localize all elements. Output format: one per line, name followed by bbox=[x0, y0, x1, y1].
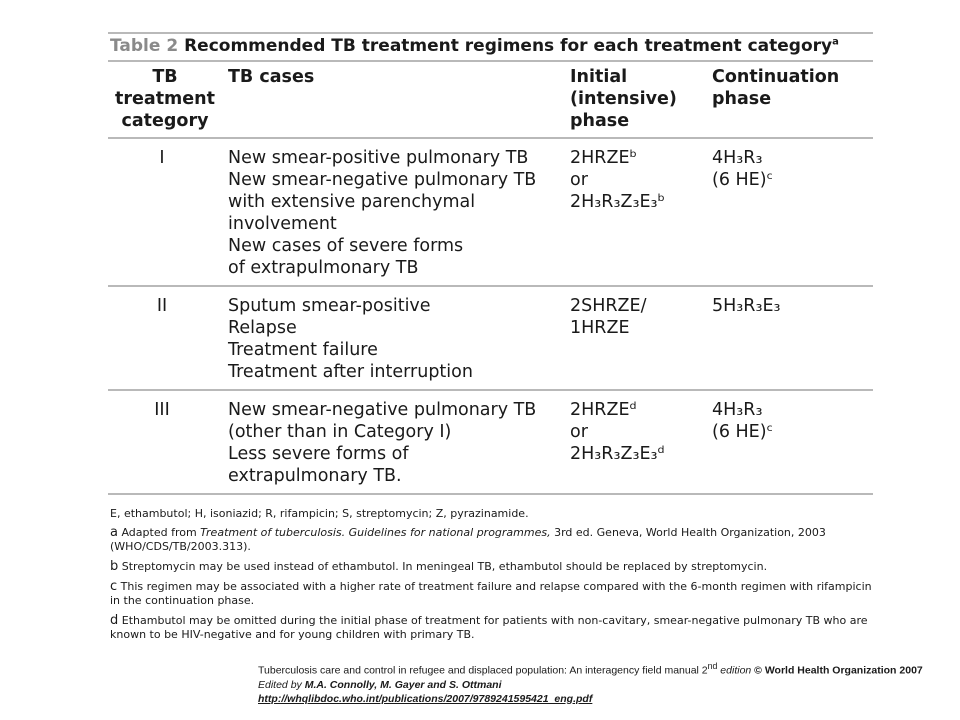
header-line: category bbox=[121, 111, 209, 131]
footnote-a-italic: Treatment of tuberculosis. Guidelines for national programmes, bbox=[200, 526, 551, 539]
initial-line: or bbox=[570, 422, 588, 442]
cell-category bbox=[108, 286, 222, 390]
cases-line: Treatment after interruption bbox=[228, 362, 473, 382]
abbreviations-note: E, ethambutol; H, isoniazid; R, rifampicin; S, streptomycin; Z, pyrazinamide. bbox=[110, 507, 529, 520]
editors-line bbox=[258, 678, 948, 692]
header-continuation bbox=[706, 61, 873, 138]
cell-cases bbox=[222, 138, 564, 286]
footnote-marker: a bbox=[110, 525, 118, 540]
initial-line: 2SHRZE/ bbox=[570, 296, 647, 316]
header-line: treatment bbox=[115, 89, 215, 109]
header-line: (intensive) bbox=[570, 89, 677, 109]
cell-category bbox=[108, 390, 222, 494]
cases-line: New smear-negative pulmonary TB bbox=[228, 400, 537, 420]
citation-edition-word: edition bbox=[717, 664, 755, 677]
table-title-marker: a bbox=[832, 36, 839, 48]
regimens-table bbox=[108, 60, 873, 495]
footnote-a-post: 3rd ed. Geneva, World Health Organization, 2003 (WHO/CDS/TB/2003.313). bbox=[110, 526, 826, 553]
header-line: phase bbox=[712, 89, 772, 109]
footnote-b bbox=[108, 560, 873, 574]
source-citation bbox=[258, 659, 948, 706]
cases-line: with extensive parenchymal bbox=[228, 192, 476, 212]
footnote-marker: b bbox=[110, 559, 119, 574]
header-initial bbox=[564, 61, 706, 138]
cell-category bbox=[108, 138, 222, 286]
continuation-line: 5H₃R₃E₃ bbox=[712, 296, 781, 316]
cases-line: (other than in Category I) bbox=[228, 422, 452, 442]
cell-initial bbox=[564, 138, 706, 286]
footnote-c bbox=[108, 580, 873, 608]
header-category bbox=[108, 61, 222, 138]
table-panel bbox=[108, 32, 873, 642]
header-line: Continuation bbox=[712, 67, 840, 87]
category-label: I bbox=[159, 148, 165, 168]
continuation-line: (6 HE)ᶜ bbox=[712, 422, 774, 442]
initial-line: 1HRZE bbox=[570, 318, 630, 338]
cases-line: New cases of severe forms bbox=[228, 236, 464, 256]
citation-line bbox=[258, 659, 948, 678]
initial-line: 2HRZEᵇ bbox=[570, 148, 637, 168]
source-link[interactable]: http://whqlibdoc.who.int/publications/2007/9789241595421_eng.pdf bbox=[258, 692, 593, 705]
continuation-line: 4H₃R₃ bbox=[712, 400, 763, 420]
footnote-b-text: Streptomycin may be used instead of ethambutol. In meningeal TB, ethambutol should be replaced by streptomycin. bbox=[121, 560, 768, 573]
cases-line: Relapse bbox=[228, 318, 297, 338]
cases-line: Less severe forms of bbox=[228, 444, 409, 464]
continuation-line: 4H₃R₃ bbox=[712, 148, 763, 168]
cases-line: extrapulmonary TB. bbox=[228, 466, 402, 486]
citation-edition-sup: nd bbox=[707, 661, 718, 671]
table-title-text: Recommended TB treatment regimens for each treatment category bbox=[184, 36, 833, 56]
footnote-d bbox=[108, 614, 873, 642]
continuation-line: (6 HE)ᶜ bbox=[712, 170, 774, 190]
category-label: III bbox=[154, 400, 170, 420]
cell-cases bbox=[222, 390, 564, 494]
category-label: II bbox=[156, 296, 168, 316]
cell-continuation bbox=[706, 138, 873, 286]
table-row bbox=[108, 286, 873, 390]
header-line: Initial bbox=[570, 67, 628, 87]
citation-source: Tuberculosis care and control in refugee and displaced population: An interagency field manual 2 bbox=[258, 664, 708, 677]
cases-line: involvement bbox=[228, 214, 337, 234]
header-line: phase bbox=[570, 111, 630, 131]
cases-line: Sputum smear-positive bbox=[228, 296, 431, 316]
footnote-marker: c bbox=[110, 579, 118, 594]
initial-line: 2H₃R₃Z₃E₃ᵈ bbox=[570, 444, 665, 464]
cases-line: New smear-negative pulmonary TB bbox=[228, 170, 537, 190]
header-line: TB cases bbox=[228, 67, 315, 87]
edited-by-label: Edited by bbox=[258, 678, 305, 691]
cases-line: of extrapulmonary TB bbox=[228, 258, 419, 278]
cell-continuation bbox=[706, 286, 873, 390]
table-header-row bbox=[108, 61, 873, 138]
cell-initial bbox=[564, 390, 706, 494]
cases-line: Treatment failure bbox=[228, 340, 378, 360]
header-cases bbox=[222, 61, 564, 138]
editors-names: M.A. Connolly, M. Gayer and S. Ottmani bbox=[304, 678, 502, 691]
table-title bbox=[108, 32, 873, 60]
footnote-a-pre: Adapted from bbox=[121, 526, 201, 539]
cell-initial bbox=[564, 286, 706, 390]
table-row bbox=[108, 138, 873, 286]
footnote-marker: d bbox=[110, 613, 119, 628]
table-label: Table 2 bbox=[110, 36, 179, 56]
table-body bbox=[108, 138, 873, 494]
url-line bbox=[258, 692, 948, 706]
initial-line: 2H₃R₃Z₃E₃ᵇ bbox=[570, 192, 666, 212]
cases-line: New smear-positive pulmonary TB bbox=[228, 148, 529, 168]
citation-copyright: © World Health Organization 2007 bbox=[754, 664, 923, 677]
initial-line: or bbox=[570, 170, 588, 190]
cell-continuation bbox=[706, 390, 873, 494]
footnote-a bbox=[108, 526, 873, 554]
footnote-d-text: Ethambutol may be omitted during the initial phase of treatment for patients with non-cavitary, smear-negative pulmonary TB who are known to be HIV-negative and for young children with primary TB. bbox=[110, 614, 868, 641]
table-row bbox=[108, 390, 873, 494]
cell-cases bbox=[222, 286, 564, 390]
footnote-c-text: This regimen may be associated with a higher rate of treatment failure and relapse compared with the 6-month regimen with rifampicin in the continuation phase. bbox=[110, 580, 872, 607]
initial-line: 2HRZEᵈ bbox=[570, 400, 637, 420]
header-line: TB bbox=[152, 67, 178, 87]
